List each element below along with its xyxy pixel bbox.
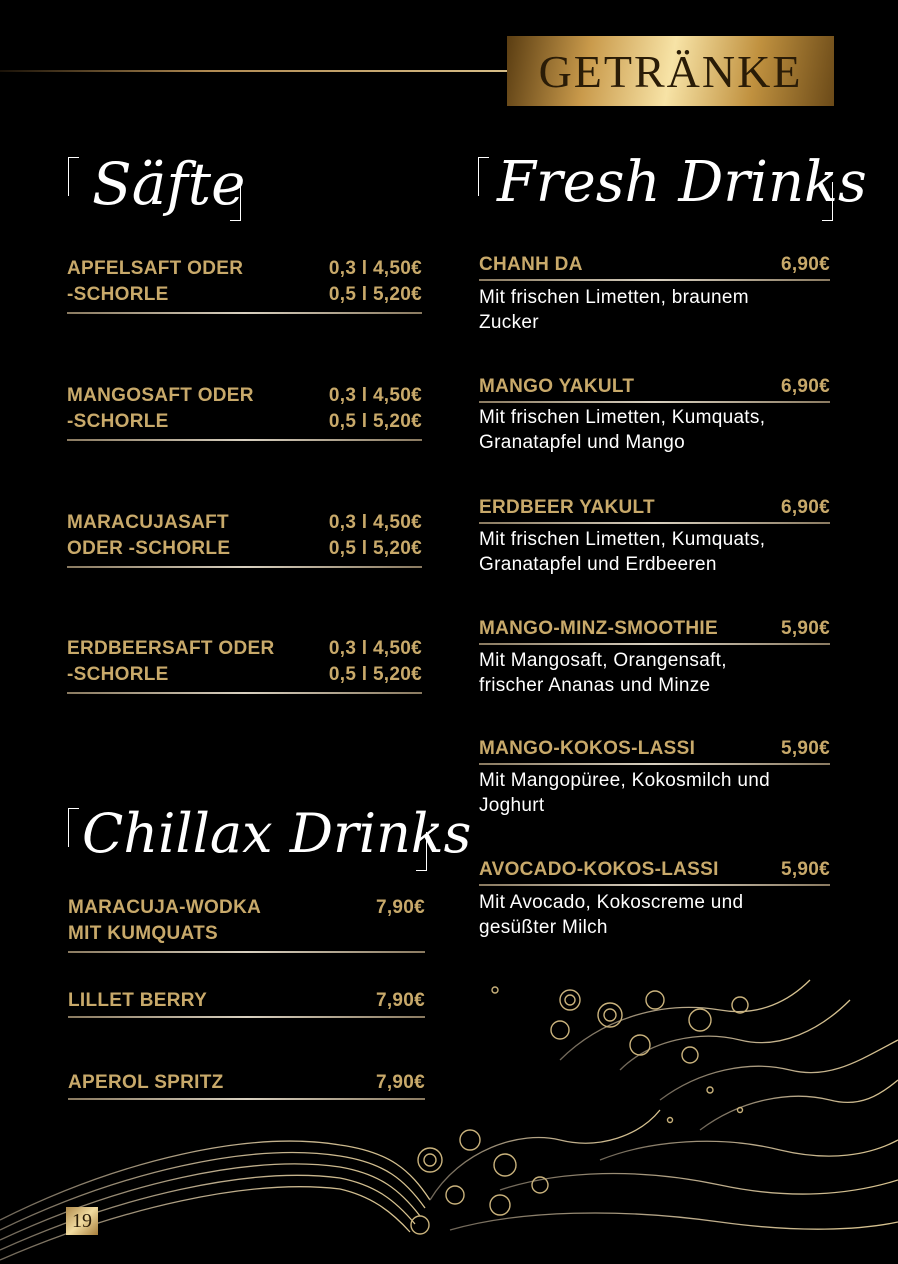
item-price: 6,90€: [780, 254, 830, 275]
heading-fresh: Fresh Drinks: [497, 150, 867, 215]
item-name: MARACUJA-WODKA MIT KUMQUATS: [68, 897, 262, 944]
item-name: CHANH DA: [479, 254, 583, 275]
heading-bracket-left: [478, 157, 489, 196]
heading-saefte: Säfte: [92, 150, 246, 218]
item-description: Mit frischen Limetten, Kumquats, Granatapfel und Mango: [479, 407, 766, 453]
menu-item: [67, 256, 422, 316]
item-rule: [479, 643, 830, 645]
menu-item: [479, 495, 830, 525]
heading-bracket-right: [822, 182, 833, 221]
item-price: 7,90€: [375, 990, 425, 1011]
item-name: MANGO-KOKOS-LASSI: [479, 738, 696, 759]
item-name: MANGO YAKULT: [479, 376, 635, 397]
item-price: 0,3 l 4,50€ 0,5 l 5,20€: [328, 638, 422, 685]
item-description: Mit frischen Limetten, braunem Zucker: [479, 287, 749, 333]
menu-item: [479, 616, 830, 646]
item-rule: [479, 401, 830, 403]
item-name: MARACUJASAFT ODER -SCHORLE: [67, 512, 231, 559]
item-price: 6,90€: [780, 497, 830, 518]
item-name: ERDBEER YAKULT: [479, 497, 655, 518]
item-name: APEROL SPRITZ: [68, 1072, 224, 1093]
wave-illustration: [0, 960, 898, 1264]
menu-item: [67, 383, 422, 443]
item-price: 0,3 l 4,50€ 0,5 l 5,20€: [328, 512, 422, 559]
item-rule: [67, 692, 422, 694]
page-title: GETRÄNKE: [538, 45, 803, 97]
page-number: 19: [66, 1207, 98, 1235]
item-name: ERDBEERSAFT ODER -SCHORLE: [67, 638, 275, 685]
item-rule: [67, 312, 422, 314]
item-name: MANGOSAFT ODER -SCHORLE: [67, 385, 254, 432]
item-price: 7,90€: [375, 897, 425, 918]
item-description: Mit Mangopüree, Kokosmilch und Joghurt: [479, 770, 770, 816]
item-name: AVOCADO-KOKOS-LASSI: [479, 859, 719, 880]
menu-item: [67, 636, 422, 696]
item-price: 5,90€: [780, 859, 830, 880]
item-rule: [479, 884, 830, 886]
item-price: 7,90€: [375, 1072, 425, 1093]
item-price: 0,3 l 4,50€ 0,5 l 5,20€: [328, 385, 422, 432]
menu-item: [479, 857, 830, 887]
item-name: MANGO-MINZ-SMOOTHIE: [479, 618, 718, 639]
item-description: Mit Avocado, Kokoscreme und gesüßter Milch: [479, 892, 744, 938]
heading-chillax: Chillax Drinks: [82, 802, 472, 865]
menu-item: [479, 736, 830, 766]
heading-bracket-right: [230, 182, 241, 221]
menu-item: [479, 374, 830, 404]
menu-item: [479, 252, 830, 282]
item-rule: [479, 279, 830, 281]
item-price: 5,90€: [780, 738, 830, 759]
item-name: APFELSAFT ODER -SCHORLE: [67, 258, 244, 305]
menu-item: [67, 510, 422, 570]
item-rule: [479, 522, 830, 524]
item-rule: [68, 951, 425, 953]
heading-bracket-left: [68, 808, 79, 847]
menu-item: [68, 895, 425, 955]
item-rule: [67, 566, 422, 568]
title-banner: [507, 36, 834, 106]
item-description: Mit Mangosaft, Orangensaft, frischer Ananas und Minze: [479, 650, 727, 696]
heading-bracket-left: [68, 157, 79, 196]
header-rule: [0, 70, 520, 72]
item-rule: [67, 439, 422, 441]
item-price: 0,3 l 4,50€ 0,5 l 5,20€: [328, 258, 422, 305]
item-price: 6,90€: [780, 376, 830, 397]
heading-bracket-right: [416, 832, 427, 871]
item-price: 5,90€: [780, 618, 830, 639]
item-rule: [479, 763, 830, 765]
item-description: Mit frischen Limetten, Kumquats, Granatapfel und Erdbeeren: [479, 529, 766, 575]
item-name: LILLET BERRY: [68, 990, 208, 1011]
